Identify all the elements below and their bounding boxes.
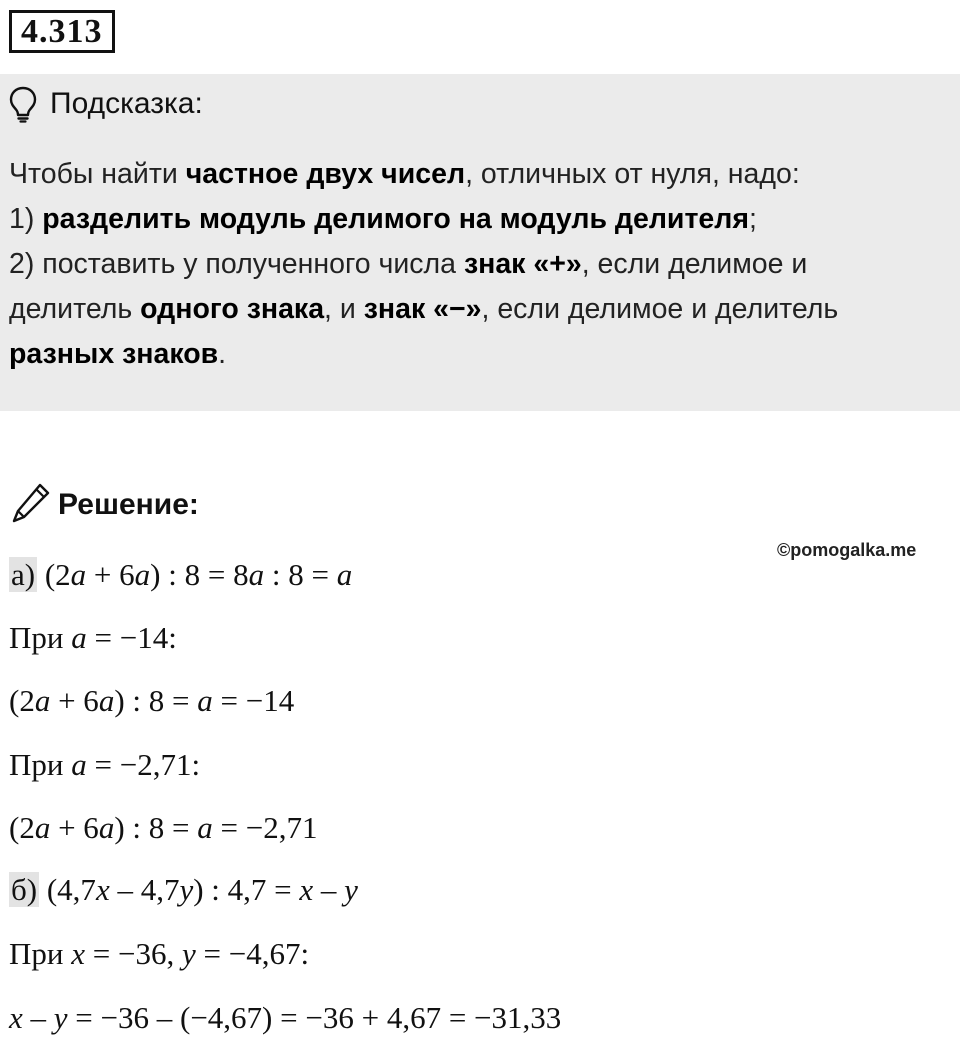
- watermark: ©pomogalka.me: [777, 540, 917, 560]
- hint-line: 1) разделить модуль делимого на модуль делителя;: [9, 203, 757, 235]
- solution-line-a5: (2a + 6a) : 8 = a = −2,71: [9, 810, 318, 845]
- solution-line-a4: При a = −2,71:: [9, 747, 201, 782]
- lightbulb-icon: [8, 85, 38, 123]
- part-a-label: а): [11, 557, 36, 592]
- solution-line-b2: При x = −36, y = −4,67:: [9, 936, 310, 971]
- hint-title: Подсказка:: [50, 87, 203, 120]
- hint-line: Чтобы найти частное двух чисел, отличных от нуля, надо:: [9, 158, 800, 190]
- solution-line-b3: x – y = −36 – (−4,67) = −36 + 4,67 = −31,33: [9, 1000, 562, 1035]
- pencil-icon: [10, 481, 52, 530]
- solution-line-a1: а) (2a + 6a) : 8 = 8a : 8 = a: [11, 557, 353, 592]
- hint-header: [8, 84, 203, 124]
- task-number: 4.313: [9, 10, 115, 53]
- solution-line-a2: При a = −14:: [9, 620, 177, 655]
- solution-line-a3: (2a + 6a) : 8 = a = −14: [9, 683, 295, 718]
- hint-box: [0, 74, 960, 411]
- solution-title: Решение:: [58, 488, 199, 521]
- hint-line: делитель одного знака, и знак «−», если делимое и делитель: [9, 293, 839, 325]
- solution-header: [10, 482, 199, 528]
- hint-line: 2) поставить у полученного числа знак «+», если делимое и: [9, 248, 808, 280]
- hint-line: разных знаков.: [9, 338, 227, 370]
- hint-text: [9, 152, 954, 377]
- part-b-label: б): [11, 872, 38, 907]
- solution-line-b1: б) (4,7x – 4,7y) : 4,7 = x – y: [11, 872, 358, 907]
